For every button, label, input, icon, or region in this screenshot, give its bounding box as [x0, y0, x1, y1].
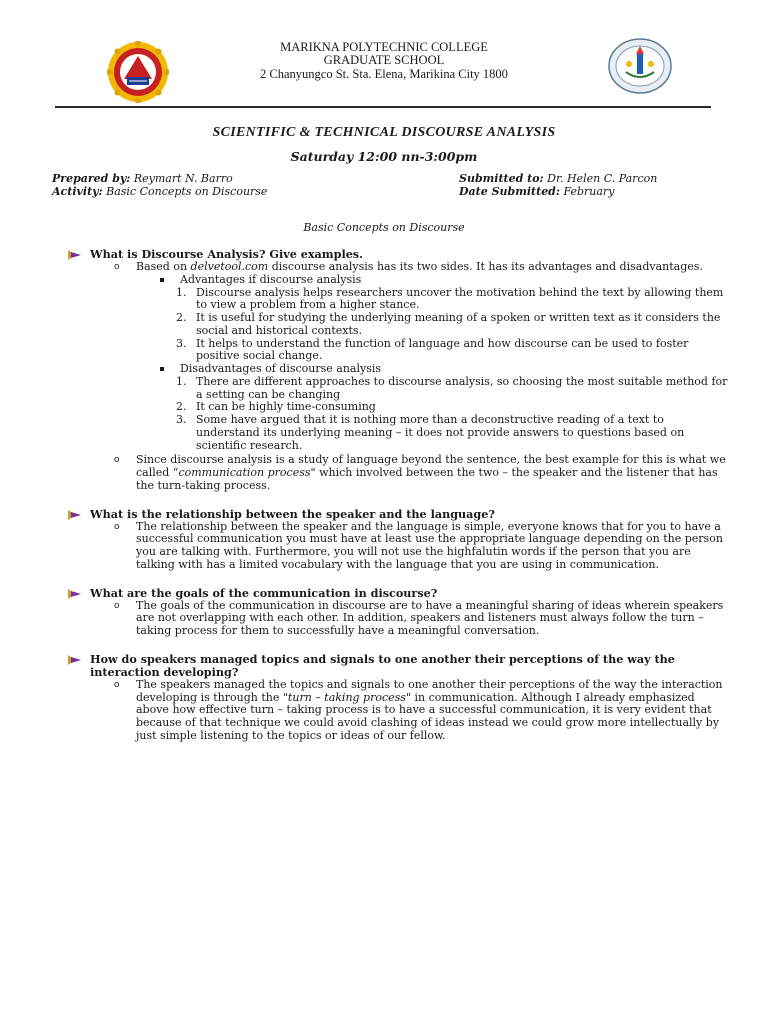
- arrow-bullet-icon: [68, 510, 81, 520]
- list-item: [68, 414, 728, 452]
- question-text: What is Discourse Analysis? Give examples.: [90, 247, 364, 261]
- circle-bullet-icon: o: [114, 679, 120, 690]
- circle-bullet-icon: o: [114, 521, 120, 532]
- graduate-school-seal-logo: [608, 38, 672, 94]
- source-website: delvetool.com: [190, 260, 269, 273]
- answer-paragraph: [68, 600, 728, 638]
- question-text: What are the goals of the communication in discourse?: [90, 585, 438, 600]
- answer-paragraph: [68, 521, 728, 572]
- answer-text: The relationship between the speaker and the language is simple, everyone knows that for you to have a successful communication you must have at least use the appropriate language depending on the person you are talking with. Furthermore, you will not use the highfalutin words if the person that you are talking with has a limited vocabulary with the language that you are using in communication.: [136, 519, 723, 571]
- list-number: 2.: [176, 311, 187, 324]
- arrow-bullet-icon: [68, 655, 81, 665]
- circle-bullet-icon: o: [114, 262, 120, 272]
- square-bullet-icon: [160, 278, 164, 282]
- list-number: 1.: [176, 285, 187, 299]
- date-submitted: [459, 185, 614, 198]
- list-item: [68, 312, 728, 338]
- answer-text-pre: Since discourse analysis is a study of language beyond the sentence, the best example for this is what we called “: [136, 453, 726, 479]
- arrow-bullet-icon: [68, 589, 81, 599]
- square-bullet-icon: [160, 367, 164, 371]
- header-divider: [55, 106, 711, 108]
- list-number: 2.: [176, 400, 187, 414]
- arrow-bullet-icon: [68, 250, 81, 260]
- question-text: How do speakers managed topics and signals to one another their perceptions of the way the interaction developing?: [90, 651, 675, 679]
- list-item-text: Discourse analysis helps researchers uncover the motivation behind the text by allowing them to view a problem from a higher stance.: [196, 285, 724, 312]
- question-heading: [68, 653, 728, 679]
- prepared-by: [52, 172, 233, 185]
- question-section: [68, 508, 728, 572]
- answer-paragraph: [68, 454, 728, 492]
- answer-text-pre: The speakers managed the topics and signals to one another their perceptions of the way the interaction developing is through the: [136, 677, 723, 704]
- document-title: Basic Concepts on Discourse: [303, 221, 465, 234]
- list-number: 3.: [176, 336, 187, 350]
- prepared-by-label: Prepared by:: [52, 172, 131, 185]
- list-item-text: It can be highly time-consuming: [196, 400, 376, 414]
- institution-name: MARIKNA POLYTECHNIC COLLEGE: [280, 40, 488, 54]
- question-section: [68, 653, 728, 743]
- list-item-text: There are different approaches to discourse analysis, so choosing the most suitable method for a setting can be changing: [196, 374, 728, 401]
- list-item-text: It is useful for studying the underlying meaning of a spoken or written text as it considers the social and historical contexts.: [196, 311, 721, 337]
- emphasized-term: "turn – taking process": [282, 690, 412, 704]
- date-submitted-label: Date Submitted:: [459, 185, 560, 198]
- submitted-to-label: Submitted to:: [459, 172, 544, 185]
- list-item: [68, 338, 728, 364]
- question-text: What is the relationship between the speaker and the language?: [90, 506, 495, 521]
- course-title: SCIENTIFIC & TECHNICAL DISCOURSE ANALYSIS: [212, 125, 556, 140]
- answer-text: The goals of the communication in discourse are to have a meaningful sharing of ideas wherein speakers are not overlapping with each other. In addition, speakers and listeners must always follow the turn – taking process for them to successfully have a meaningful conversation.: [136, 598, 724, 637]
- submitted-to-value: Dr. Helen C. Parcon: [547, 172, 658, 185]
- list-item-text: Some have argued that it is nothing more than a deconstructive reading of a text to understand its underlying meaning – it does not provide answers to questions based on scientific research.: [196, 413, 685, 452]
- activity-value: Basic Concepts on Discourse: [106, 185, 268, 198]
- disadvantages-label: Disadvantages of discourse analysis: [180, 362, 382, 375]
- answer-text-post: which involved between the two – the speaker and the listener that has the turn-taking process.: [136, 466, 718, 492]
- answer-text-pre: Based on: [136, 260, 191, 273]
- advantages-label: Advantages if discourse analysis: [180, 272, 362, 286]
- answer-text-post: in communication. Although I already emphasized above how effective turn – taking process is to have a successful communication, it is very evident that because of that technique we could avoid clashing of ideas instead we could grow more intellectually by just simple listening to the topics or ideas of our fellow.: [136, 690, 720, 742]
- emphasized-term: communication process": [178, 466, 316, 479]
- submitted-to: [459, 172, 657, 185]
- question-section: [68, 587, 728, 638]
- institution-address: 2 Chanyungco St. Sta. Elena, Marikina City 1800: [260, 67, 508, 81]
- activity: [52, 185, 267, 198]
- list-number: 1.: [176, 374, 187, 388]
- circle-bullet-icon: o: [114, 455, 120, 466]
- list-item: [68, 376, 728, 402]
- document-header: [0, 0, 768, 110]
- list-item-text: It helps to understand the function of language and how discourse can be used to foster positive social change.: [196, 336, 689, 363]
- document-body: [68, 248, 728, 754]
- list-number: 3.: [176, 413, 187, 426]
- school-name: GRADUATE SCHOOL: [323, 53, 445, 67]
- prepared-by-value: Reymart N. Barro: [133, 172, 233, 185]
- circle-bullet-icon: o: [114, 600, 120, 611]
- course-schedule: Saturday 12:00 nn-3:00pm: [290, 149, 478, 164]
- answer-text-post: discourse analysis has its two sides. It has its advantages and disadvantages.: [268, 260, 703, 273]
- date-submitted-value: February: [563, 185, 615, 198]
- list-item: [68, 287, 728, 313]
- activity-label: Activity:: [52, 185, 103, 198]
- question-section: [68, 248, 728, 493]
- answer-paragraph: [68, 261, 728, 274]
- answer-paragraph: [68, 679, 728, 743]
